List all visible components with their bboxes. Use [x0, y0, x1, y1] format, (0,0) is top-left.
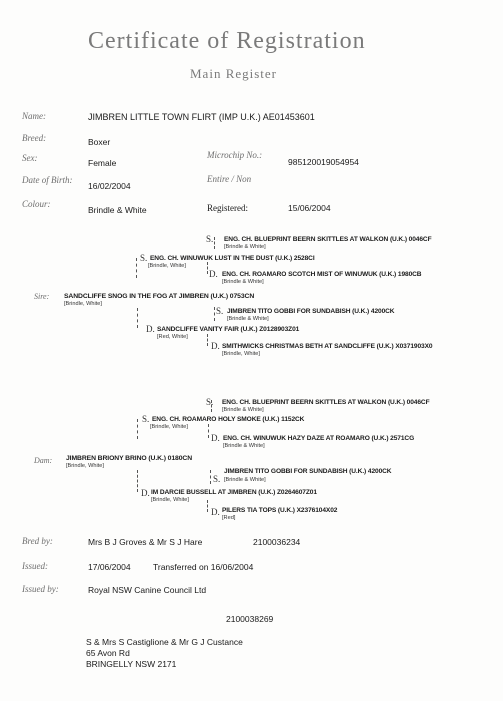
sd-name: SANDCLIFFE VANITY FAIR (U.K.) Z0128903Z01: [157, 326, 300, 333]
sire-colour: [Brindle, White]: [64, 301, 102, 307]
label-bred-by: Bred by:: [22, 536, 53, 546]
issued-by: Royal NSW Canine Council Ltd: [88, 585, 207, 595]
dd-name: IM DARCIE BUSSELL AT JIMBREN (U.K.) Z0264607Z01: [151, 489, 317, 496]
dog-name: JIMBREN LITTLE TOWN FLIRT (IMP U.K.) AE01453601: [88, 112, 315, 122]
label-registered: Registered:: [207, 203, 248, 213]
owner-line3: BRINGELLY NSW 2171: [86, 659, 177, 669]
sire-name: SANDCLIFFE SNOG IN THE FOG AT JIMBREN (U.K.) 0753CN: [64, 293, 255, 300]
label-colour: Colour:: [22, 199, 51, 209]
dss-colour: [Brindle & White]: [222, 407, 264, 413]
dog-breed: Boxer: [88, 137, 111, 147]
sd-colour: [Red, White]: [157, 334, 188, 340]
label-sire: Sire:: [34, 292, 50, 301]
sds-name: JIMBREN TITO GOBBI FOR SUNDABISH (U.K.) 4200CK: [227, 308, 395, 315]
dam-colour: [Brindle, White]: [66, 463, 104, 469]
sds-s-marker: S.: [216, 306, 224, 316]
bred-by: Mrs B J Groves & Mr S J Hare: [88, 537, 203, 547]
dsd-d-marker: D.: [211, 433, 220, 443]
sdd-name: SMITHWICKS CHRISTMAS BETH AT SANDCLIFFE (U.K.) X0371903X0: [222, 343, 433, 350]
dds-name: JIMBREN TITO GOBBI FOR SUNDABISH (U.K.) 4200CK: [224, 468, 392, 475]
ds-name: ENG. CH. ROAMARO HOLY SMOKE (U.K.) 1152CK: [152, 416, 305, 423]
ssd-d-marker: D.: [209, 269, 218, 279]
sdd-colour: [Brindle, White]: [222, 351, 260, 357]
dam-name: JIMBREN BRIONY BRINO (U.K.) 0180CN: [66, 455, 193, 462]
dsd-colour: [Brindle & White]: [223, 443, 265, 449]
dog-dob: 16/02/2004: [88, 181, 131, 191]
ddd-colour: [Red]: [222, 515, 236, 521]
label-sex: Sex:: [22, 153, 38, 163]
ddd-d-marker: D.: [211, 507, 220, 517]
s-d-marker: D.: [146, 324, 155, 334]
breeder-number: 2100036234: [253, 537, 301, 547]
label-dob: Date of Birth:: [22, 175, 73, 185]
sdd-d-marker: D.: [211, 341, 220, 351]
dog-colour: Brindle & White: [88, 205, 147, 215]
d-s-marker: S.: [142, 414, 150, 424]
certificate-subtitle: Main Register: [190, 66, 278, 81]
dss-s-marker: S.: [206, 397, 214, 407]
ss-s-marker: S.: [206, 234, 214, 244]
ssd-name: ENG. CH. ROAMARO SCOTCH MIST OF WINUWUK (U.K.) 1980CB: [222, 271, 422, 278]
dds-colour: [Brindle & White]: [224, 477, 266, 483]
ssd-colour: [Brindle & White]: [222, 279, 264, 285]
label-entire: Entire / Non: [207, 174, 252, 184]
transferred: Transferred on 16/06/2004: [153, 562, 254, 572]
sss-colour: [Brindle & White]: [224, 244, 266, 250]
label-issued-by: Issued by:: [22, 584, 59, 594]
label-microchip: Microchip No.:: [207, 150, 263, 160]
dog-sex: Female: [88, 158, 117, 168]
sss-name: ENG. CH. BLUEPRINT BEERN SKITTLES AT WALKON (U.K.) 0046CF: [224, 236, 432, 243]
label-name: Name:: [22, 111, 46, 121]
ddd-name: PILERS TIA TOPS (U.K.) X2376104X02: [222, 507, 338, 514]
issued-date: 17/06/2004: [88, 562, 131, 572]
s-s-marker: S.: [140, 253, 148, 263]
dog-microchip: 985120019054954: [288, 157, 359, 167]
dds-s-marker: S.: [213, 474, 221, 484]
d-d-marker: D.: [141, 488, 150, 498]
certificate-title: Certificate of Registration: [88, 28, 366, 54]
dss-name: ENG. CH. BLUEPRINT BEERN SKITTLES AT WALKON (U.K.) 0046CF: [222, 399, 430, 406]
ss-name: ENG. CH. WINUWUK LUST IN THE DUST (U.K.) 2528CI: [150, 255, 315, 262]
label-issued: Issued:: [22, 561, 48, 571]
owner-number: 2100038269: [226, 614, 274, 624]
sds-colour: [Brindle & White]: [227, 316, 269, 322]
owner-line1: S & Mrs S Castiglione & Mr G J Custance: [86, 637, 243, 647]
owner-line2: 65 Avon Rd: [86, 648, 130, 658]
dsd-name: ENG. CH. WINUWUK HAZY DAZE AT ROAMARO (U.K.) 2571CG: [223, 435, 415, 442]
label-breed: Breed:: [22, 133, 47, 143]
ss-colour: [Brindle, White]: [148, 263, 186, 269]
ds-colour: [Brindle, White]: [150, 424, 188, 430]
registered-date: 15/06/2004: [288, 203, 331, 213]
dd-colour: [Brindle, White]: [151, 497, 189, 503]
label-dam: Dam:: [34, 456, 53, 465]
